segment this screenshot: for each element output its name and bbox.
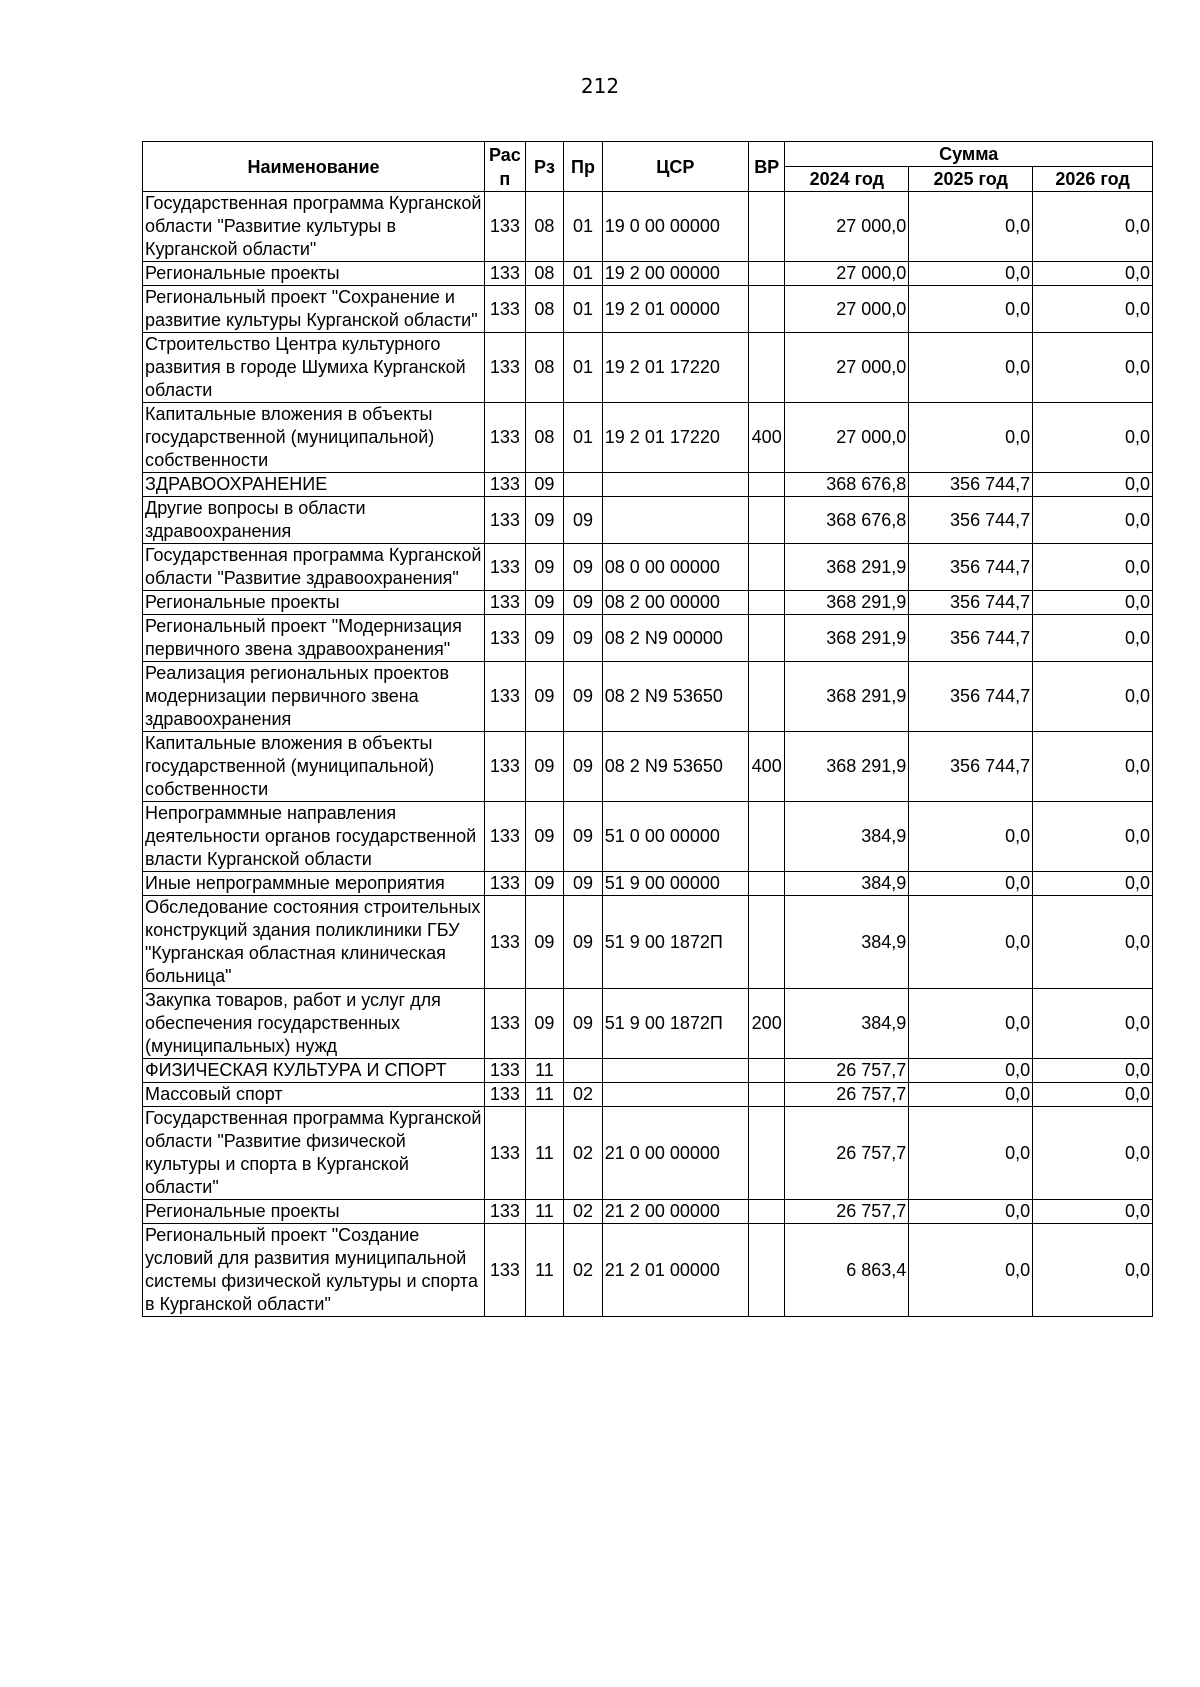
header-2024: 2024 год	[785, 167, 909, 192]
cell-2024: 368 676,8	[785, 497, 909, 544]
table-row	[143, 896, 1153, 989]
cell-pr: 09	[564, 872, 603, 896]
cell-2026: 0,0	[1033, 615, 1153, 662]
table-row	[143, 872, 1153, 896]
cell-2024: 27 000,0	[785, 262, 909, 286]
cell-2025: 0,0	[909, 1200, 1033, 1224]
cell-rz: 11	[525, 1083, 564, 1107]
cell-2024: 26 757,7	[785, 1107, 909, 1200]
cell-2024: 6 863,4	[785, 1224, 909, 1317]
cell-csr: 08 2 N9 00000	[602, 615, 748, 662]
cell-rasp: 133	[485, 497, 526, 544]
cell-rasp: 133	[485, 286, 526, 333]
cell-vr: 200	[748, 989, 785, 1059]
cell-vr	[748, 333, 785, 403]
cell-pr: 09	[564, 732, 603, 802]
cell-name: Государственная программа Курганской области "Развитие здравоохранения"	[143, 544, 485, 591]
cell-rasp: 133	[485, 896, 526, 989]
cell-2026: 0,0	[1033, 802, 1153, 872]
cell-pr: 02	[564, 1224, 603, 1317]
cell-vr	[748, 473, 785, 497]
table-row	[143, 192, 1153, 262]
table-row	[143, 732, 1153, 802]
cell-vr	[748, 872, 785, 896]
header-sum: Сумма	[785, 142, 1153, 167]
cell-2025: 0,0	[909, 192, 1033, 262]
cell-csr: 21 0 00 00000	[602, 1107, 748, 1200]
cell-pr	[564, 473, 603, 497]
cell-2024: 368 291,9	[785, 662, 909, 732]
cell-2025: 356 744,7	[909, 497, 1033, 544]
cell-2026: 0,0	[1033, 872, 1153, 896]
cell-pr: 09	[564, 544, 603, 591]
cell-pr	[564, 1059, 603, 1083]
cell-vr	[748, 896, 785, 989]
cell-pr: 09	[564, 662, 603, 732]
cell-rz: 08	[525, 192, 564, 262]
cell-2026: 0,0	[1033, 544, 1153, 591]
cell-2025: 0,0	[909, 872, 1033, 896]
cell-name: Другие вопросы в области здравоохранения	[143, 497, 485, 544]
header-name: Наименование	[143, 142, 485, 192]
cell-vr: 400	[748, 403, 785, 473]
cell-name: Региональные проекты	[143, 1200, 485, 1224]
cell-2025: 0,0	[909, 1224, 1033, 1317]
cell-csr	[602, 1083, 748, 1107]
cell-name: Иные непрограммные мероприятия	[143, 872, 485, 896]
table-row	[143, 1200, 1153, 1224]
cell-2026: 0,0	[1033, 591, 1153, 615]
cell-pr: 02	[564, 1083, 603, 1107]
cell-rz: 09	[525, 544, 564, 591]
cell-rz: 08	[525, 286, 564, 333]
cell-rz: 11	[525, 1107, 564, 1200]
table-row	[143, 1083, 1153, 1107]
header-rasp: Рас п	[485, 142, 526, 192]
cell-vr	[748, 1224, 785, 1317]
cell-2026: 0,0	[1033, 403, 1153, 473]
cell-rasp: 133	[485, 732, 526, 802]
cell-2026: 0,0	[1033, 497, 1153, 544]
cell-name: ЗДРАВООХРАНЕНИЕ	[143, 473, 485, 497]
table-row	[143, 662, 1153, 732]
cell-rz: 11	[525, 1059, 564, 1083]
cell-vr: 400	[748, 732, 785, 802]
cell-rz: 09	[525, 732, 564, 802]
cell-name: Закупка товаров, работ и услуг для обеспечения государственных (муниципальных) нужд	[143, 989, 485, 1059]
cell-2026: 0,0	[1033, 286, 1153, 333]
cell-vr	[748, 286, 785, 333]
cell-pr: 01	[564, 333, 603, 403]
cell-name: Непрограммные направления деятельности органов государственной власти Курганской области	[143, 802, 485, 872]
header-csr: ЦСР	[602, 142, 748, 192]
cell-csr: 19 2 01 17220	[602, 403, 748, 473]
cell-csr: 19 2 01 00000	[602, 286, 748, 333]
cell-pr: 02	[564, 1107, 603, 1200]
cell-2025: 356 744,7	[909, 662, 1033, 732]
cell-2025: 0,0	[909, 333, 1033, 403]
cell-2024: 368 676,8	[785, 473, 909, 497]
cell-name: Региональный проект "Модернизация первичного звена здравоохранения"	[143, 615, 485, 662]
cell-2025: 0,0	[909, 286, 1033, 333]
cell-2025: 0,0	[909, 1059, 1033, 1083]
cell-rz: 09	[525, 896, 564, 989]
table-row	[143, 286, 1153, 333]
cell-rasp: 133	[485, 662, 526, 732]
cell-pr: 01	[564, 286, 603, 333]
cell-2025: 0,0	[909, 802, 1033, 872]
header-vr: ВР	[748, 142, 785, 192]
cell-csr: 08 0 00 00000	[602, 544, 748, 591]
cell-rz: 08	[525, 403, 564, 473]
cell-vr	[748, 192, 785, 262]
page-number: 212	[580, 74, 620, 98]
cell-name: Массовый спорт	[143, 1083, 485, 1107]
table-row	[143, 1224, 1153, 1317]
cell-pr: 09	[564, 497, 603, 544]
cell-rz: 09	[525, 662, 564, 732]
cell-2024: 26 757,7	[785, 1200, 909, 1224]
cell-csr	[602, 1059, 748, 1083]
cell-2025: 0,0	[909, 403, 1033, 473]
cell-csr	[602, 473, 748, 497]
cell-2025: 0,0	[909, 262, 1033, 286]
cell-rz: 09	[525, 989, 564, 1059]
cell-2024: 384,9	[785, 872, 909, 896]
cell-2024: 27 000,0	[785, 286, 909, 333]
cell-name: Реализация региональных проектов модернизации первичного звена здравоохранения	[143, 662, 485, 732]
cell-2026: 0,0	[1033, 989, 1153, 1059]
header-rz: Рз	[525, 142, 564, 192]
cell-name: Капитальные вложения в объекты государственной (муниципальной) собственности	[143, 403, 485, 473]
table-row	[143, 591, 1153, 615]
cell-2025: 0,0	[909, 989, 1033, 1059]
cell-rasp: 133	[485, 403, 526, 473]
cell-2024: 26 757,7	[785, 1083, 909, 1107]
cell-csr: 51 9 00 00000	[602, 872, 748, 896]
cell-pr: 09	[564, 802, 603, 872]
cell-rasp: 133	[485, 1059, 526, 1083]
cell-rz: 08	[525, 262, 564, 286]
cell-2026: 0,0	[1033, 1224, 1153, 1317]
cell-pr: 09	[564, 615, 603, 662]
cell-vr	[748, 1059, 785, 1083]
cell-name: Региональные проекты	[143, 262, 485, 286]
cell-pr: 01	[564, 262, 603, 286]
cell-rz: 09	[525, 591, 564, 615]
cell-rz: 09	[525, 497, 564, 544]
table-row	[143, 1107, 1153, 1200]
cell-rasp: 133	[485, 615, 526, 662]
table-row	[143, 544, 1153, 591]
cell-csr: 51 9 00 1872П	[602, 896, 748, 989]
budget-table	[142, 141, 1153, 1317]
header-2025: 2025 год	[909, 167, 1033, 192]
cell-vr	[748, 497, 785, 544]
cell-rasp: 133	[485, 333, 526, 403]
cell-2024: 27 000,0	[785, 333, 909, 403]
cell-2025: 0,0	[909, 1107, 1033, 1200]
cell-2024: 368 291,9	[785, 615, 909, 662]
header-pr: Пр	[564, 142, 603, 192]
cell-2026: 0,0	[1033, 662, 1153, 732]
cell-vr	[748, 1200, 785, 1224]
cell-2026: 0,0	[1033, 333, 1153, 403]
cell-rasp: 133	[485, 1224, 526, 1317]
cell-pr: 02	[564, 1200, 603, 1224]
cell-vr	[748, 1107, 785, 1200]
cell-csr: 21 2 01 00000	[602, 1224, 748, 1317]
table-header	[143, 142, 1153, 192]
cell-csr: 19 0 00 00000	[602, 192, 748, 262]
cell-pr: 01	[564, 403, 603, 473]
cell-rasp: 133	[485, 473, 526, 497]
cell-rasp: 133	[485, 1200, 526, 1224]
table-row	[143, 262, 1153, 286]
cell-rasp: 133	[485, 544, 526, 591]
cell-csr: 08 2 N9 53650	[602, 662, 748, 732]
cell-2024: 384,9	[785, 802, 909, 872]
table-row	[143, 1059, 1153, 1083]
cell-2025: 356 744,7	[909, 591, 1033, 615]
cell-csr: 08 2 N9 53650	[602, 732, 748, 802]
cell-rasp: 133	[485, 1083, 526, 1107]
cell-rasp: 133	[485, 591, 526, 615]
cell-rz: 09	[525, 802, 564, 872]
cell-vr	[748, 1083, 785, 1107]
cell-vr	[748, 802, 785, 872]
cell-2026: 0,0	[1033, 1200, 1153, 1224]
cell-rasp: 133	[485, 802, 526, 872]
cell-2024: 384,9	[785, 989, 909, 1059]
cell-csr	[602, 497, 748, 544]
cell-rasp: 133	[485, 1107, 526, 1200]
cell-2024: 368 291,9	[785, 732, 909, 802]
cell-rasp: 133	[485, 192, 526, 262]
cell-rz: 09	[525, 872, 564, 896]
cell-vr	[748, 591, 785, 615]
cell-2026: 0,0	[1033, 473, 1153, 497]
table-row	[143, 989, 1153, 1059]
cell-2024: 368 291,9	[785, 591, 909, 615]
cell-2026: 0,0	[1033, 1059, 1153, 1083]
cell-rasp: 133	[485, 989, 526, 1059]
cell-2026: 0,0	[1033, 896, 1153, 989]
cell-csr: 51 9 00 1872П	[602, 989, 748, 1059]
cell-2025: 0,0	[909, 1083, 1033, 1107]
cell-2024: 26 757,7	[785, 1059, 909, 1083]
cell-name: Обследование состояния строительных конструкций здания поликлиники ГБУ "Курганская областная клиническая больница"	[143, 896, 485, 989]
table-row	[143, 497, 1153, 544]
cell-2026: 0,0	[1033, 732, 1153, 802]
cell-pr: 09	[564, 989, 603, 1059]
cell-pr: 09	[564, 591, 603, 615]
cell-2026: 0,0	[1033, 1083, 1153, 1107]
table-row	[143, 403, 1153, 473]
cell-vr	[748, 662, 785, 732]
cell-csr: 19 2 00 00000	[602, 262, 748, 286]
cell-rasp: 133	[485, 872, 526, 896]
cell-vr	[748, 544, 785, 591]
cell-2024: 27 000,0	[785, 403, 909, 473]
cell-2026: 0,0	[1033, 192, 1153, 262]
cell-2025: 356 744,7	[909, 544, 1033, 591]
table-body	[143, 192, 1153, 1317]
cell-name: Строительство Центра культурного развития в городе Шумиха Курганской области	[143, 333, 485, 403]
cell-name: ФИЗИЧЕСКАЯ КУЛЬТУРА И СПОРТ	[143, 1059, 485, 1083]
table-row	[143, 615, 1153, 662]
table-row	[143, 333, 1153, 403]
cell-vr	[748, 615, 785, 662]
cell-2024: 368 291,9	[785, 544, 909, 591]
cell-rz: 11	[525, 1200, 564, 1224]
cell-name: Капитальные вложения в объекты государственной (муниципальной) собственности	[143, 732, 485, 802]
cell-name: Региональный проект "Сохранение и развитие культуры Курганской области"	[143, 286, 485, 333]
cell-2025: 356 744,7	[909, 473, 1033, 497]
cell-2025: 356 744,7	[909, 615, 1033, 662]
cell-rz: 08	[525, 333, 564, 403]
cell-rz: 11	[525, 1224, 564, 1317]
cell-name: Государственная программа Курганской области "Развитие культуры в Курганской области"	[143, 192, 485, 262]
cell-csr: 19 2 01 17220	[602, 333, 748, 403]
cell-vr	[748, 262, 785, 286]
cell-name: Государственная программа Курганской области "Развитие физической культуры и спорта в Курганской области"	[143, 1107, 485, 1200]
header-2026: 2026 год	[1033, 167, 1153, 192]
cell-csr: 08 2 00 00000	[602, 591, 748, 615]
cell-2024: 27 000,0	[785, 192, 909, 262]
cell-2026: 0,0	[1033, 1107, 1153, 1200]
cell-name: Региональные проекты	[143, 591, 485, 615]
cell-name: Региональный проект "Создание условий для развития муниципальной системы физической культуры и спорта в Курганской области"	[143, 1224, 485, 1317]
cell-2024: 384,9	[785, 896, 909, 989]
cell-2025: 356 744,7	[909, 732, 1033, 802]
cell-pr: 01	[564, 192, 603, 262]
cell-rz: 09	[525, 615, 564, 662]
cell-rz: 09	[525, 473, 564, 497]
cell-2026: 0,0	[1033, 262, 1153, 286]
cell-rasp: 133	[485, 262, 526, 286]
cell-csr: 51 0 00 00000	[602, 802, 748, 872]
cell-pr: 09	[564, 896, 603, 989]
table-row	[143, 473, 1153, 497]
cell-2025: 0,0	[909, 896, 1033, 989]
cell-csr: 21 2 00 00000	[602, 1200, 748, 1224]
table-row	[143, 802, 1153, 872]
